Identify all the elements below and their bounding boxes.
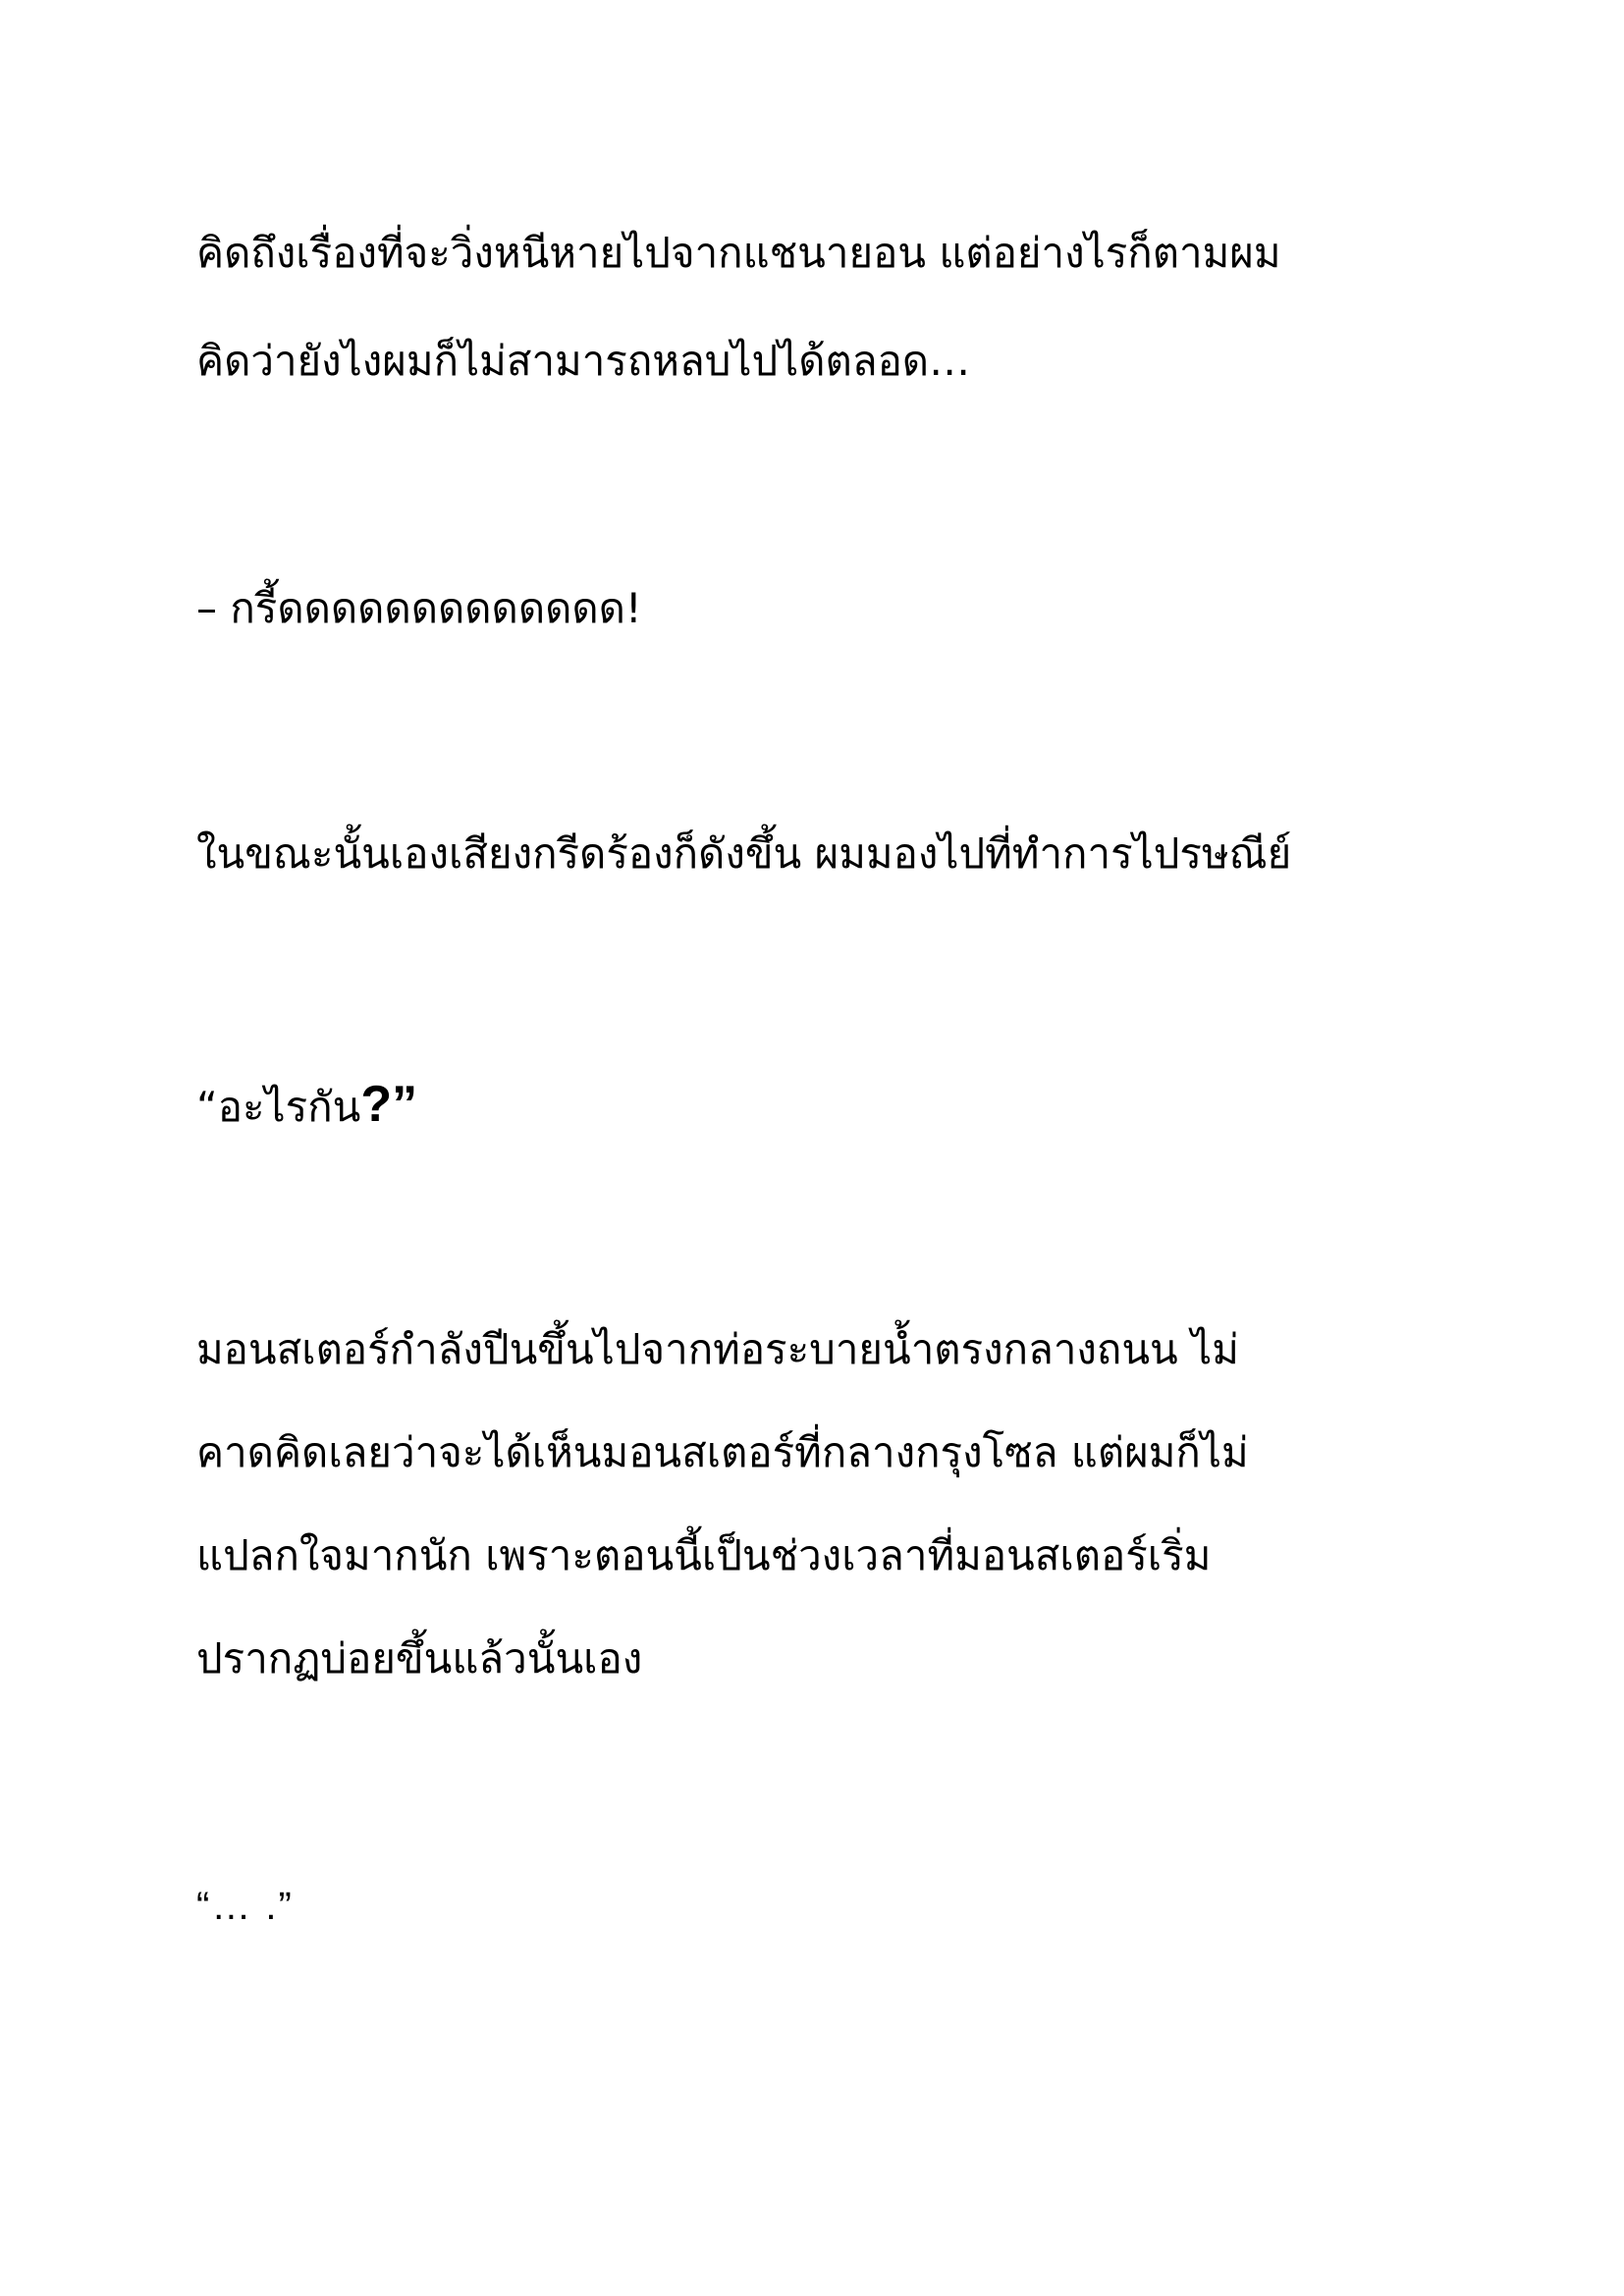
- paragraph-3-line-3: แปลกใจมากนัก เพราะตอนนี้เป็นช่วงเวลาที่มอนสเตอร์เริ่ม: [196, 1531, 1212, 1579]
- dialogue-line-1: [196, 1075, 417, 1137]
- paragraph-3-line-1: มอนสเตอร์กำลังปีนขึ้นไปจากท่อระบายน้ำตรงกลางถนน ไม่: [196, 1325, 1239, 1373]
- dialogue-1-text: “อะไรกัน: [196, 1083, 361, 1131]
- dialogue-line-2: “… .”: [196, 1885, 294, 1928]
- paragraph-2-line-1: ในขณะนั้นเองเสียงกรีดร้องก็ดังขึ้น ผมมองไปที่ทำการไปรษณีย์: [196, 829, 1292, 878]
- dialogue-1-close-quote: ”: [392, 1076, 418, 1133]
- paragraph-1-line-1: คิดถึงเรื่องที่จะวิ่งหนีหายไปจากแชนายอน แต่อย่างไรก็ตามผม: [196, 229, 1281, 277]
- sound-effect-line: – กรี้ดดดดดดดดดดดดด!: [196, 584, 642, 632]
- paragraph-1-line-2: คิดว่ายังไงผมก็ไม่สามารถหลบไปได้ตลอด…: [196, 337, 971, 385]
- paragraph-3-line-2: คาดคิดเลยว่าจะได้เห็นมอนสเตอร์ที่กลางกรุงโซล แต่ผมก็ไม่: [196, 1428, 1249, 1476]
- paragraph-3-line-4: ปรากฏบ่อยขึ้นแล้วนั้นเอง: [196, 1634, 643, 1682]
- dialogue-1-question-mark: ?: [360, 1076, 393, 1133]
